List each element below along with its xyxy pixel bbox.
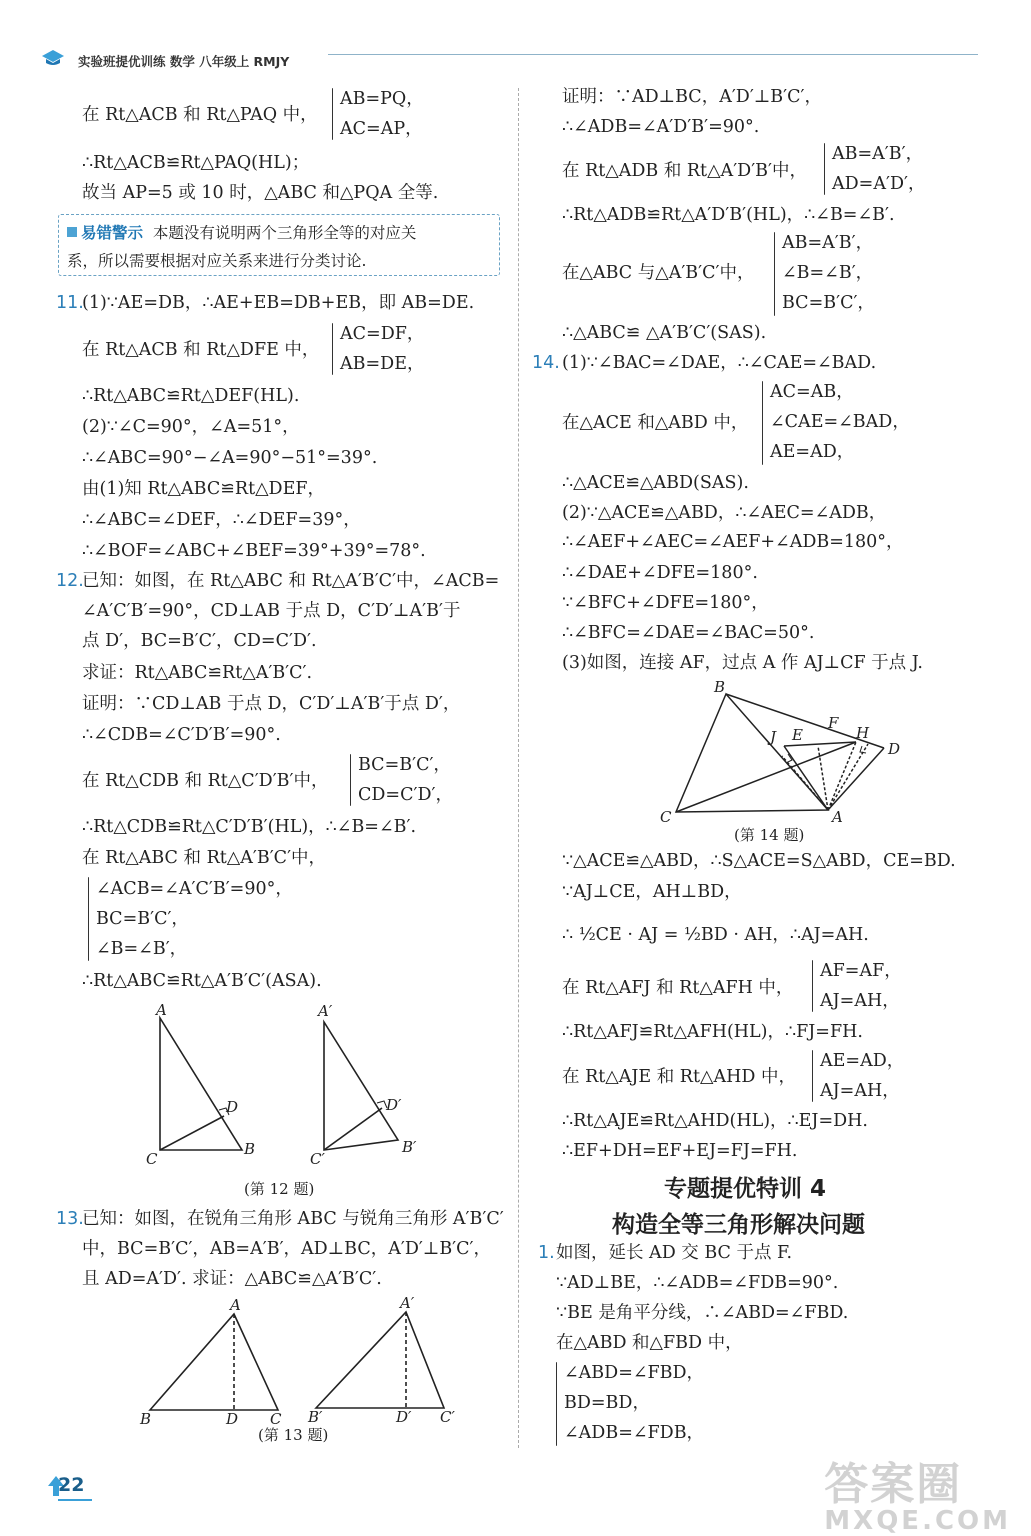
- text-line: ∵AJ⊥CE，AH⊥BD，: [562, 882, 742, 902]
- text-line: AD=A′D′，: [832, 174, 926, 194]
- text-line: ∴Rt△ADB≌Rt△A′D′B′(HL)，∴∠B=∠B′.: [562, 205, 895, 225]
- text-line: 在 Rt△ADB 和 Rt△A′D′B′中，: [562, 161, 807, 181]
- text-line: 在 Rt△ACB 和 Rt△PAQ 中，: [82, 105, 318, 125]
- text-line: (1)∵AE=DB，∴AE+EB=DB+EB，即 AB=DE.: [82, 293, 475, 313]
- label-j: J: [770, 728, 777, 746]
- text-line: 求证：Rt△ABC≌Rt△A′B′C′.: [82, 663, 313, 683]
- text-line: AC=AP，: [340, 119, 423, 139]
- label-b-prime: B′: [308, 1408, 323, 1426]
- column-divider: [518, 88, 519, 1448]
- figure-caption: (第 12 题): [244, 1180, 315, 1198]
- brace: [762, 381, 763, 465]
- text-line: BC=B′C′，: [782, 293, 875, 313]
- text-line: ∠ACB=∠A′C′B′=90°，: [96, 879, 293, 899]
- text-line: AE=AD，: [770, 442, 855, 462]
- page-number: 22: [58, 1474, 85, 1496]
- label-d-prime: D′: [386, 1096, 402, 1114]
- text-line: AB=A′B′，: [782, 233, 874, 253]
- text-line: 在 Rt△CDB 和 Rt△C′D′B′中，: [82, 771, 329, 791]
- question-number: 11.: [56, 293, 84, 313]
- text-line: ∠A′C′B′=90°，CD⊥AB 于点 D，C′D′⊥A′B′于: [82, 601, 461, 621]
- figure-12: [140, 1000, 440, 1175]
- brace: [88, 877, 89, 961]
- text-line: 在 Rt△ACB 和 Rt△DFE 中，: [82, 340, 320, 360]
- figure-caption: (第 13 题): [258, 1426, 329, 1444]
- label-b: B: [140, 1410, 152, 1428]
- warning-tag: 易错警示: [81, 224, 144, 242]
- text-line: AB=DE，: [340, 354, 425, 374]
- text-line: 已知：如图，在 Rt△ABC 和 Rt△A′B′C′中，∠ACB=: [82, 571, 500, 591]
- error-warning-box: [58, 214, 500, 276]
- warning-marker-icon: [67, 227, 77, 237]
- book-logo-icon: [40, 48, 66, 68]
- text-line: AJ=AH，: [820, 1081, 900, 1101]
- label-e: E: [792, 726, 803, 744]
- text-line: ∵∠BFC+∠DFE=180°，: [562, 593, 769, 613]
- text-line: ∴∠ABC=∠DEF，∴∠DEF=39°，: [82, 510, 361, 530]
- text-line: AB=PQ，: [340, 89, 424, 109]
- text-line: ∴Rt△AFJ≌Rt△AFH(HL)，∴FJ=FH.: [562, 1022, 863, 1042]
- watermark-line: MXQE.COM: [824, 1506, 1011, 1536]
- label-f: F: [828, 714, 839, 732]
- text-line: ∴Rt△ABC≌Rt△A′B′C′(ASA).: [82, 971, 322, 991]
- text-line: 在 Rt△AJE 和 Rt△AHD 中，: [562, 1067, 796, 1087]
- text-line: 在△ABD 和△FBD 中，: [556, 1333, 743, 1353]
- text-line: ∠B=∠B′，: [96, 939, 188, 959]
- text-line: ∴△ACE≌△ABD(SAS).: [562, 473, 749, 493]
- question-number: 14.: [532, 353, 560, 373]
- label-a-prime: A′: [318, 1002, 333, 1020]
- question-number: 13.: [56, 1209, 84, 1229]
- label-b: B: [714, 678, 726, 696]
- warning-text: 本题没有说明两个三角形全等的对应关: [152, 224, 417, 242]
- label-c: C: [270, 1410, 282, 1428]
- text-line: 在△ACE 和△ABD 中，: [562, 413, 749, 433]
- text-line: AB=A′B′，: [832, 144, 924, 164]
- text-line: ∵AD⊥BE，∴∠ADB=∠FDB=90°.: [556, 1273, 839, 1293]
- text-line: ∴∠ABC=90°−∠A=90°−51°=39°.: [82, 448, 378, 468]
- text-line: 证明：∵AD⊥BC，A′D′⊥B′C′，: [562, 87, 822, 107]
- brace: [556, 1362, 557, 1446]
- text-line: 如图，延长 AD 交 BC 于点 F.: [556, 1243, 793, 1263]
- question-number: 12.: [56, 571, 84, 591]
- label-a: A: [832, 808, 843, 826]
- brace: [774, 232, 775, 316]
- text-line: ∴Rt△ACB≌Rt△PAQ(HL)；: [82, 153, 310, 173]
- text-line: 在 Rt△AFJ 和 Rt△AFH 中，: [562, 978, 794, 998]
- text-line: 故当 AP=5 或 10 时，△ABC 和△PQA 全等.: [82, 183, 439, 203]
- text-line: AC=DF，: [340, 324, 425, 344]
- label-b-prime: B′: [402, 1138, 417, 1156]
- brace: [824, 143, 825, 195]
- text-line: CD=C′D′，: [358, 785, 453, 805]
- label-a-prime: A′: [400, 1294, 415, 1312]
- watermark: [824, 1459, 1011, 1536]
- text-line: 在△ABC 与△A′B′C′中，: [562, 263, 755, 283]
- figure-13: [130, 1294, 470, 1434]
- text-line: (1)∵∠BAC=∠DAE，∴∠CAE=∠BAD.: [562, 353, 877, 373]
- text-line: 证明：∵CD⊥AB 于点 D，C′D′⊥A′B′于点 D′，: [82, 694, 461, 714]
- brace: [812, 960, 813, 1012]
- brace: [350, 754, 351, 806]
- text-line: 点 D′，BC=B′C′，CD=C′D′.: [82, 631, 317, 651]
- text-line: ∠ADB=∠FDB，: [564, 1423, 705, 1443]
- label-a: A: [230, 1296, 241, 1314]
- figure-14: [650, 676, 900, 826]
- text-line: 在 Rt△ABC 和 Rt△A′B′C′中，: [82, 848, 327, 868]
- text-line: ∠CAE=∠BAD，: [770, 412, 910, 432]
- label-a: A: [156, 1001, 167, 1019]
- text-line: 且 AD=A′D′. 求证：△ABC≌△A′B′C′.: [82, 1269, 382, 1289]
- label-d: D: [226, 1410, 239, 1428]
- label-d: D: [226, 1098, 239, 1116]
- figure-lines: [676, 694, 884, 812]
- text-line: 已知：如图，在锐角三角形 ABC 与锐角三角形 A′B′C′: [82, 1209, 504, 1229]
- triangle-a-prime: [324, 1022, 398, 1150]
- text-line: BD=BD，: [564, 1393, 650, 1413]
- triangle-abc: [160, 1018, 242, 1150]
- text-line: ∴ ½CE · AJ = ½BD · AH，∴AJ=AH.: [562, 925, 869, 945]
- label-h: H: [856, 724, 870, 742]
- text-line: 中，BC=B′C′，AB=A′B′，AD⊥BC，A′D′⊥B′C′，: [82, 1239, 492, 1259]
- text-line: ∴△ABC≌ △A′B′C′(SAS).: [562, 323, 767, 343]
- warning-text: 系，所以需要根据对应关系来进行分类讨论.: [67, 252, 367, 270]
- text-line: ∵△ACE≌△ABD，∴S△ACE=S△ABD，CE=BD.: [562, 851, 956, 871]
- text-line: ∴∠CDB=∠C′D′B′=90°.: [82, 725, 281, 745]
- label-c: C: [146, 1150, 158, 1168]
- text-line: ∴∠BOF=∠ABC+∠BEF=39°+39°=78°.: [82, 541, 426, 561]
- triangle-a-prime: [316, 1312, 444, 1408]
- text-line: BC=B′C′，: [358, 755, 451, 775]
- text-line: ∠B=∠B′，: [782, 263, 874, 283]
- text-line: (3)如图，连接 AF，过点 A 作 AJ⊥CF 于点 J.: [562, 653, 923, 673]
- text-line: AE=AD，: [820, 1051, 905, 1071]
- text-line: ∴∠AEF+∠AEC=∠AEF+∠ADB=180°，: [562, 532, 904, 552]
- text-line: (2)∵△ACE≌△ABD，∴∠AEC=∠ADB，: [562, 503, 887, 523]
- label-d-prime: D′: [396, 1408, 412, 1426]
- triangle-abc: [150, 1314, 278, 1410]
- text-line: ∴Rt△CDB≌Rt△C′D′B′(HL)，∴∠B=∠B′.: [82, 817, 417, 837]
- text-line: ∴EF+DH=EF+EJ=FJ=FH.: [562, 1141, 798, 1161]
- section-subtitle: 构造全等三角形解决问题: [612, 1212, 865, 1238]
- label-c-prime: C′: [440, 1408, 455, 1426]
- brace: [812, 1050, 813, 1102]
- question-number: 1.: [538, 1243, 555, 1263]
- label-d: D: [888, 740, 901, 758]
- brace: [332, 323, 333, 375]
- watermark-line: 答案圈: [824, 1459, 963, 1510]
- text-line: ∵BE 是角平分线，∴∠ABD=∠FBD.: [556, 1303, 849, 1323]
- label-b: B: [244, 1140, 256, 1158]
- label-c: C: [660, 808, 672, 826]
- text-line: AF=AF，: [820, 961, 902, 981]
- text-line: ∴∠BFC=∠DAE=∠BAC=50°.: [562, 623, 815, 643]
- text-line: 由(1)知 Rt△ABC≌Rt△DEF，: [82, 479, 326, 499]
- text-line: ∠ABD=∠FBD，: [564, 1363, 705, 1383]
- text-line: ∴∠ADB=∠A′D′B′=90°.: [562, 117, 760, 137]
- text-line: ∴Rt△AJE≌Rt△AHD(HL)，∴EJ=DH.: [562, 1111, 868, 1131]
- text-line: ∴∠DAE+∠DFE=180°.: [562, 563, 758, 583]
- label-c-prime: C′: [310, 1150, 325, 1168]
- section-title: 专题提优特训 4: [664, 1176, 827, 1202]
- text-line: AC=AB，: [770, 382, 854, 402]
- text-line: BC=B′C′，: [96, 909, 189, 929]
- text-line: (2)∵∠C=90°，∠A=51°，: [82, 417, 300, 437]
- brace: [332, 88, 333, 140]
- text-line: ∴Rt△ABC≌Rt△DEF(HL).: [82, 386, 300, 406]
- text-line: AJ=AH，: [820, 991, 900, 1011]
- figure-caption: (第 14 题): [734, 826, 805, 844]
- header-rule: [328, 54, 978, 55]
- header-text: 实验班提优训练 数学 八年级上 RMJY: [78, 54, 290, 69]
